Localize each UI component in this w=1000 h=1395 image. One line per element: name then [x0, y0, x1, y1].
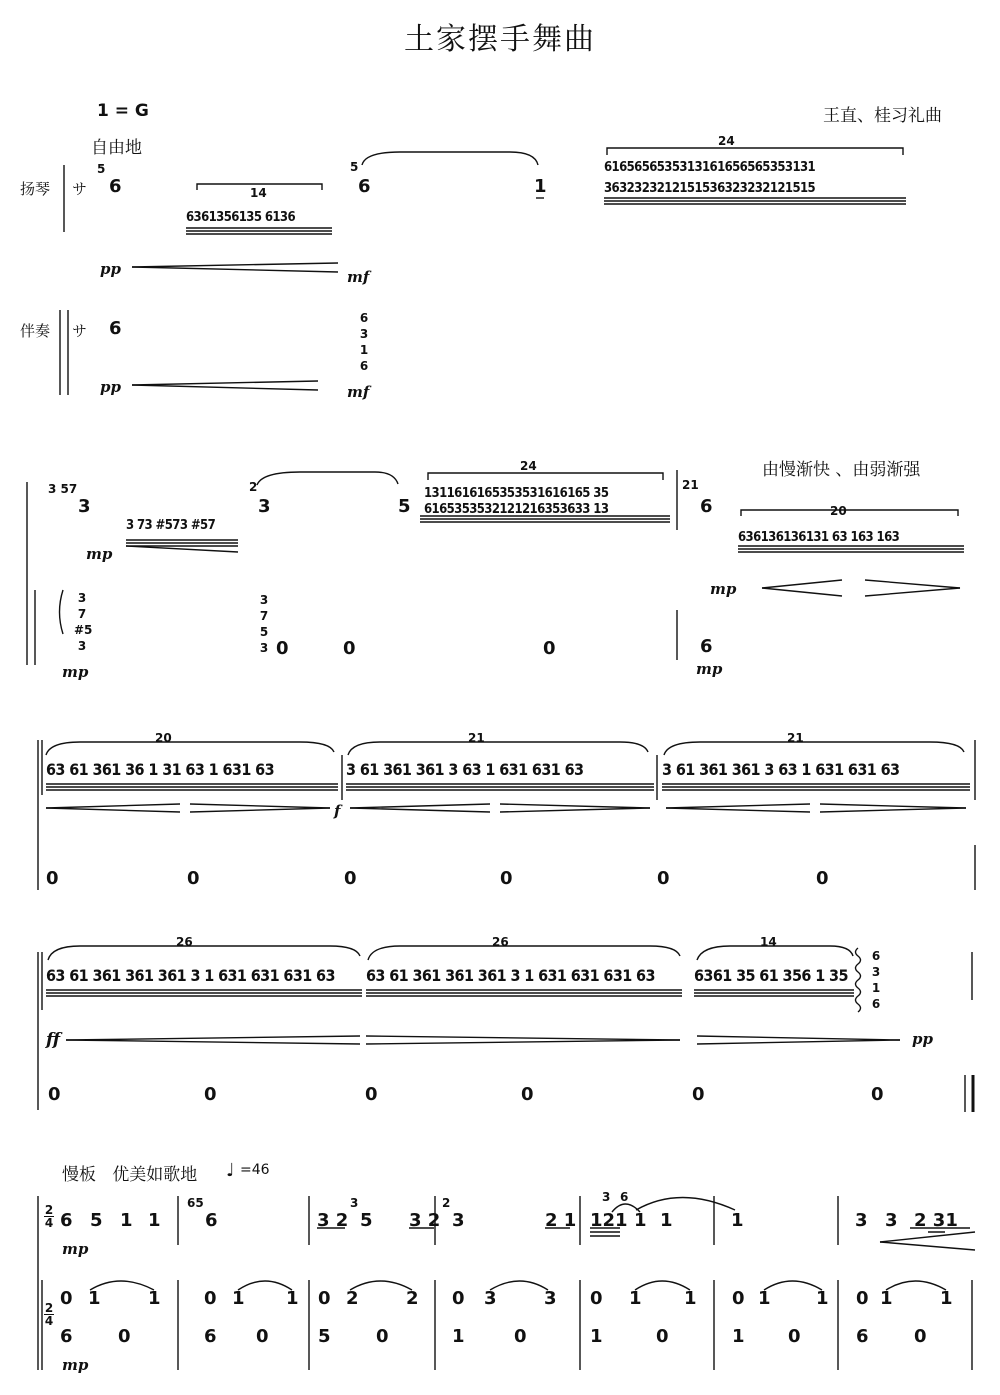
- time-signature: 2 4: [44, 1203, 54, 1230]
- grace-note: 5: [350, 160, 359, 174]
- tempo-marking: 慢板 优美如歌地: [62, 1165, 198, 1185]
- note: 6: [60, 1210, 73, 1231]
- rest: 0: [343, 638, 356, 659]
- note: 1: [590, 1326, 603, 1347]
- note: 1: [232, 1288, 245, 1309]
- note: 5: [90, 1210, 103, 1231]
- note: 3: [484, 1288, 497, 1309]
- note: 3: [78, 496, 91, 517]
- note: 0: [590, 1288, 603, 1309]
- note: 3: [855, 1210, 868, 1231]
- note-run: 636136136131 63 163 163: [738, 530, 900, 545]
- note: 5: [360, 1210, 373, 1231]
- note: 0: [256, 1326, 269, 1347]
- rest: 0: [46, 868, 59, 889]
- grace-note: 65: [187, 1196, 204, 1210]
- note: 3: [885, 1210, 898, 1231]
- dynamic-marking: mf: [347, 268, 370, 286]
- grace-note: 21: [682, 478, 699, 492]
- rest: 0: [204, 1084, 217, 1105]
- free-meter-sign: サ: [72, 322, 88, 340]
- dynamic-marking: f: [334, 802, 341, 820]
- note-run: 63 61 361 361 361 3 1 631 631 631 63: [46, 966, 335, 985]
- note-run: 1311616165353531616165 35: [424, 486, 609, 501]
- dynamic-marking: mp: [62, 1240, 89, 1258]
- note-run: 63 61 361 36 1 31 63 1 631 63: [46, 760, 274, 779]
- page-title: 土家摆手舞曲: [404, 22, 596, 57]
- dynamic-marking: ff: [46, 1030, 61, 1050]
- note: 0: [856, 1288, 869, 1309]
- note-run: 63 61 361 361 361 3 1 631 631 631 63: [366, 966, 655, 985]
- note: 6: [205, 1210, 218, 1231]
- tempo-marking: 由慢渐快 、由弱渐强: [762, 460, 921, 480]
- note: 0: [514, 1326, 527, 1347]
- chord-stack: 6 3 1 6: [871, 949, 881, 1011]
- note: 1: [880, 1288, 893, 1309]
- dynamic-marking: mp: [62, 663, 89, 681]
- note: 1: [148, 1288, 161, 1309]
- part-label-accompaniment: 伴奏: [20, 322, 51, 340]
- note: 0: [732, 1288, 745, 1309]
- chord-stack: 3 7 #5 3: [74, 591, 93, 653]
- note: 1: [629, 1288, 642, 1309]
- rest: 0: [276, 638, 289, 659]
- rest: 0: [344, 868, 357, 889]
- dynamic-marking: pp: [912, 1030, 933, 1048]
- note: 2 31: [914, 1210, 958, 1231]
- dynamic-marking: mp: [86, 545, 113, 563]
- note: 2: [406, 1288, 419, 1309]
- note-run: 6361 35 61 356 1 35: [694, 966, 848, 985]
- metronome-mark: =46: [240, 1162, 270, 1178]
- tuplet-number: 14: [760, 935, 777, 949]
- note: 0: [788, 1326, 801, 1347]
- note: 0: [204, 1288, 217, 1309]
- note: 1: [634, 1210, 647, 1231]
- tuplet-number: 24: [718, 134, 735, 148]
- note: 3: [452, 1210, 465, 1231]
- tuplet-number: 26: [492, 935, 509, 949]
- grace-note: 3 57: [48, 482, 78, 496]
- grace-note: 3: [350, 1196, 359, 1210]
- rest: 0: [48, 1084, 61, 1105]
- tempo-marking: 自由地: [91, 138, 142, 158]
- note: 1: [88, 1288, 101, 1309]
- note: 6: [358, 176, 371, 197]
- note: 1: [660, 1210, 673, 1231]
- note: 0: [118, 1326, 131, 1347]
- note: 0: [318, 1288, 331, 1309]
- note: 3: [258, 496, 271, 517]
- note: 1: [148, 1210, 161, 1231]
- tuplet-number: 21: [787, 731, 804, 745]
- tuplet-number: 21: [468, 731, 485, 745]
- part-label-yangqin: 扬琴: [20, 180, 51, 198]
- free-meter-sign: サ: [72, 180, 88, 198]
- dynamic-marking: pp: [100, 260, 121, 278]
- chord-stack: 6 3 1 6: [359, 311, 369, 373]
- note-run: 6165656535313161656565353131: [604, 160, 816, 175]
- rest: 0: [521, 1084, 534, 1105]
- rest: 0: [187, 868, 200, 889]
- note: 0: [914, 1326, 927, 1347]
- note: 1: [758, 1288, 771, 1309]
- note-run: 6361356135 6136: [186, 210, 295, 225]
- note: 1: [732, 1326, 745, 1347]
- note-run: 3 61 361 361 3 63 1 631 631 63: [346, 760, 584, 779]
- tuplet-number: 20: [155, 731, 172, 745]
- note-run: 3 61 361 361 3 63 1 631 631 63: [662, 760, 900, 779]
- note: 6: [60, 1326, 73, 1347]
- rest: 0: [365, 1084, 378, 1105]
- note: 6: [204, 1326, 217, 1347]
- dynamic-marking: mf: [347, 383, 370, 401]
- tuplet-number: 14: [250, 186, 267, 200]
- note: 1: [816, 1288, 829, 1309]
- note: 2: [346, 1288, 359, 1309]
- rest: 0: [816, 868, 829, 889]
- note: 1: [940, 1288, 953, 1309]
- note: 1: [731, 1210, 744, 1231]
- grace-note: 2: [442, 1196, 451, 1210]
- rest: 0: [500, 868, 513, 889]
- tuplet-number: 3: [602, 1190, 611, 1204]
- note: 1: [534, 176, 547, 197]
- note: 5: [318, 1326, 331, 1347]
- note: 6: [109, 176, 122, 197]
- note: 0: [452, 1288, 465, 1309]
- note: 0: [656, 1326, 669, 1347]
- time-signature: 2 4: [44, 1301, 54, 1328]
- note: 6: [700, 496, 713, 517]
- tuplet-number: 20: [830, 504, 847, 518]
- rest: 0: [871, 1084, 884, 1105]
- tuplet-number: 24: [520, 459, 537, 473]
- note: 1: [452, 1326, 465, 1347]
- note-run: 6165353532121216353633 13: [424, 502, 609, 517]
- rest: 0: [657, 868, 670, 889]
- note: 6: [700, 636, 713, 657]
- note: 2 1: [545, 1210, 577, 1231]
- dynamic-marking: pp: [100, 378, 121, 396]
- note: 3 2: [409, 1210, 441, 1231]
- note: 3: [544, 1288, 557, 1309]
- rest: 0: [692, 1084, 705, 1105]
- dynamic-marking: mp: [62, 1356, 89, 1374]
- chord-stack: 3 7 5 3: [259, 593, 269, 655]
- note: 1: [286, 1288, 299, 1309]
- composer-credit: 王直、桂习礼曲: [823, 106, 942, 126]
- tuplet-number: 26: [176, 935, 193, 949]
- note: 0: [376, 1326, 389, 1347]
- note: 6: [109, 318, 122, 339]
- dynamic-marking: mp: [696, 660, 723, 678]
- quarter-note-icon: ♩: [226, 1160, 235, 1181]
- note: 3 2: [317, 1210, 349, 1231]
- grace-note: 5: [97, 162, 106, 176]
- note-run: 3 73 #573 #57: [126, 518, 216, 533]
- note: 1: [684, 1288, 697, 1309]
- note: 5: [398, 496, 411, 517]
- grace-note: 6: [620, 1190, 629, 1204]
- dynamic-marking: mp: [710, 580, 737, 598]
- grace-note: 2: [249, 480, 258, 494]
- key-signature: 1 = G: [97, 101, 149, 121]
- note-run: 3632323212151536323232121515: [604, 181, 816, 196]
- note: 121: [590, 1210, 628, 1231]
- note: 1: [120, 1210, 133, 1231]
- rest: 0: [543, 638, 556, 659]
- note: 6: [856, 1326, 869, 1347]
- note: 0: [60, 1288, 73, 1309]
